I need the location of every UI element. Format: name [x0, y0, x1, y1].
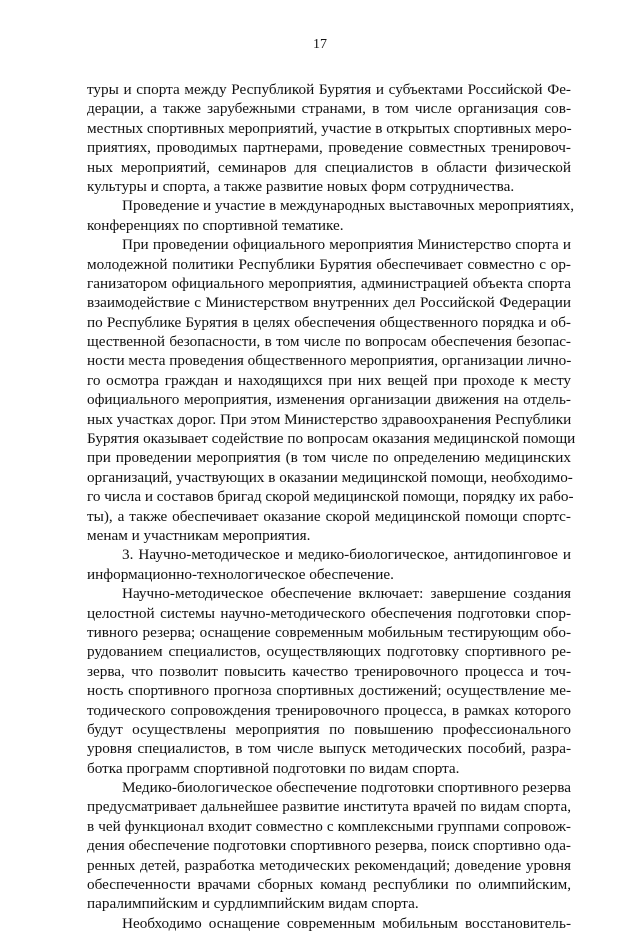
paragraph	[87, 914, 571, 933]
text-line: тодического сопровождения тренировочного процесса, в рамках которого	[87, 701, 571, 719]
text-line: организаций, участвующих в оказании медицинской помощи, необходимо-	[87, 468, 573, 486]
text-line: ность спортивного прогноза спортивных достижений; осуществление ме-	[87, 682, 571, 700]
text-line: дерации, а также зарубежными странами, в том числе организация сов-	[87, 100, 571, 118]
text-line: информационно-технологическое обеспечение.	[87, 565, 394, 583]
text-line: го осмотра граждан и находящихся при них вещей при проходе к месту	[87, 371, 571, 389]
text-line: рудованием специалистов, осуществляющих подготовку спортивного ре-	[87, 643, 571, 661]
text-line: ных участках дорог. При этом Министерство здравоохранения Республики	[87, 410, 572, 428]
text-line: в чей функционал входит совместно с комплексными группами сопровож-	[87, 817, 571, 835]
paragraph	[87, 545, 571, 584]
text-line: взаимодействие с Министерством внутренних дел Российской Федерации	[87, 294, 571, 312]
text-line: Медико-биологическое обеспечение подготовки спортивного резерва	[122, 779, 571, 797]
paragraph	[87, 235, 576, 545]
text-line: обеспеченности врачами сборных команд республики по олимпийским,	[87, 876, 571, 894]
text-line: будут осуществлены мероприятия по повышению профессионального	[87, 720, 571, 738]
text-line: менам и участникам мероприятия.	[87, 526, 311, 544]
text-line: целостной системы научно-методического обеспечения подготовки спор-	[87, 604, 571, 622]
text-line: дения обеспечение подготовки спортивного резерва, поиск спортивно ода-	[87, 837, 571, 855]
text-line: Бурятия оказывает содействие по вопросам оказания медицинской помощи	[87, 430, 576, 448]
text-line: ганизатором официального мероприятия, администрацией объекта спорта	[87, 274, 571, 292]
text-line: предусматривает дальнейшее развитие института врачей по видам спорта,	[87, 798, 571, 816]
paragraph	[87, 196, 575, 235]
text-line: культуры и спорта, а также развитие новых форм сотрудничества.	[87, 177, 515, 195]
text-line: ты), а также обеспечивает оказание скорой медицинской помощи спортс-	[87, 507, 571, 525]
text-line: паралимпийским и сурдлимпийским видам спорта.	[87, 895, 419, 913]
text-line: При проведении официального мероприятия Министерство спорта и	[122, 236, 571, 254]
text-line: официального мероприятия, изменения организации движения на отдель-	[87, 391, 571, 409]
text-line: 3. Научно-методическое и медико-биологическое, антидопинговое и	[122, 546, 571, 564]
text-line: молодежной политики Республики Бурятия обеспечивает совместно с ор-	[87, 255, 571, 273]
text-line: приятиях, проводимых партнерами, проведение совместных тренировоч-	[87, 139, 571, 157]
text-line: Проведение и участие в международных выставочных мероприятиях,	[122, 197, 575, 215]
paragraph	[87, 778, 571, 914]
text-line: при проведении мероприятия (в том числе по определению медицинских	[87, 449, 571, 467]
text-line: го числа и составов бригад скорой медицинской помощи, порядку их рабо-	[87, 488, 574, 506]
text-line: зерва, что позволит повысить качество тренировочного процесса и точ-	[87, 662, 571, 680]
text-line: Необходимо оснащение современным мобильным восстановитель-	[122, 914, 571, 932]
text-line: щественной безопасности, в том числе по вопросам обеспечения безопас-	[87, 333, 571, 351]
text-line: по Республике Бурятия в целях обеспечения общественного порядка и об-	[87, 313, 571, 331]
text-line: ности места проведения общественного мероприятия, организации лично-	[87, 352, 572, 370]
text-line: ных мероприятий, семинаров для специалистов в области физической	[87, 158, 571, 176]
paragraph	[87, 80, 571, 196]
document-body	[87, 80, 576, 933]
text-line: уровня специалистов, в том числе выпуск методических пособий, разра-	[87, 740, 571, 758]
text-line: туры и спорта между Республикой Бурятия и субъектами Российской Фе-	[87, 81, 571, 98]
text-line: конференциях по спортивной тематике.	[87, 216, 344, 234]
text-line: тивного резерва; оснащение современным мобильным тестирующим обо-	[87, 623, 571, 641]
text-line: ренных детей, разработка методических рекомендаций; доведение уровня	[87, 856, 571, 874]
text-line: ботка программ спортивной подготовки по видам спорта.	[87, 759, 460, 777]
paragraph	[87, 584, 571, 778]
text-line: местных спортивных мероприятий, участие в открытых спортивных меро-	[87, 119, 572, 137]
text-line: Научно-методическое обеспечение включает: завершение создания	[122, 585, 571, 603]
page-number: 17	[313, 37, 327, 52]
